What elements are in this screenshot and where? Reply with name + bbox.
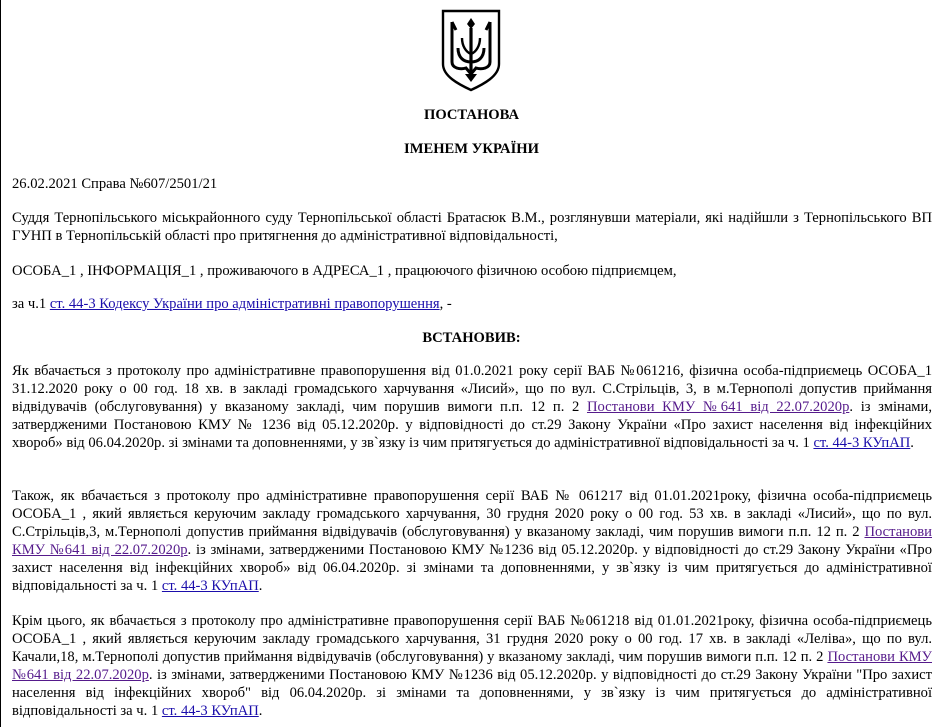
resolution-link[interactable]: Постанови КМУ №641 від 22.07.2020р bbox=[12, 649, 932, 683]
paragraph-text: . із змінами, затвердженими Постановою КМУ №1236 від 05.12.2020р. у відповідності до ст.29 Закону України "Про захист населення від інфекційних хвороб" від 06.04.2020р. зі змінами та доповненнями, у зв`язку із чим притягується до адміністративної відповідальності за ч. 1 bbox=[12, 667, 932, 719]
paragraph-text: . із змінами, затвердженими Постановою КМУ №1236 від 05.12.2020р. у відповідності до ст.29 Закону України «Про захист населення від інфекційних хвороб» від 06.04.2020р. зі змінами та доповненнями, у зв`язку із чим притягується до адміністративної відповідальності за ч. 1 bbox=[12, 542, 932, 594]
article-prefix: за ч.1 bbox=[12, 296, 50, 312]
kupap-link[interactable]: ст. 44-3 КУпАП bbox=[161, 578, 259, 594]
protocol-paragraph-2 bbox=[12, 487, 932, 595]
person-line: ОСОБА_1 , ІНФОРМАЦІЯ_1 , проживаючого в АДРЕСА_1 , працюючого фізичною особою підприємцем, bbox=[12, 263, 677, 279]
paragraph-text: . bbox=[258, 578, 263, 594]
paragraph-text: Крім цього, як вбачається з протоколу про адміністративне правопорушення серії ВАБ №061218 від 01.01.2021року, фізична особа-підприємець ОСОБА_1 , який являється керуючим закладу громадського харчування, 31 грудня 2020 року о 00 год. 17 хв. в закладі «Леліва», що по вул. Качали,18, м.Тернополі допустив приймання відвідувачів (обслуговування) у вказаному закладі, чим порушив вимоги п.п. 12 п. 2 bbox=[12, 613, 932, 665]
article-link[interactable]: ст. 44-3 Кодексу України про адміністративні правопорушення bbox=[49, 296, 440, 312]
judge-paragraph: Суддя Тернопільського міськрайонного суду Тернопільської області Братасюк В.М., розглянувши матеріали, які надійшли з Тернопільського ВП ГУНП в Тернопільській області про притягнення до адміністративної відповідальності, bbox=[12, 210, 932, 244]
paragraph-text: . bbox=[910, 435, 914, 451]
article-suffix: , - bbox=[439, 296, 452, 312]
document-subtitle: ІМЕНЕМ УКРАЇНИ bbox=[404, 141, 539, 157]
paragraph-text: . із змінами, затвердженими Постановою КМУ № 1236 від 05.12.2020р. у відповідності до ст.29 Закону України «Про захист населення від інфекційних хвороб» від 06.04.2020р. зі змінами та доповненнями, у зв`язку із чим притягується до адміністративної відповідальності за ч. 1 bbox=[12, 399, 932, 451]
resolution-link[interactable]: Постанови КМУ №641 від 22.07.2020р bbox=[586, 399, 850, 415]
case-number-line: 26.02.2021 Справа №607/2501/21 bbox=[12, 176, 218, 192]
resolution-link[interactable]: Постанови КМУ №641 від 22.07.2020р bbox=[12, 524, 932, 558]
paragraph-text: Як вбачається з протоколу про адміністративне правопорушення від 01.0.2021 року серії ВАБ №061216, фізична особа-підприємець ОСОБА_1 31.12.2020 року о 00 год. 18 хв. в закладі громадського харчування «Лисий», що по вул. С.Стрільців, 3, в м.Тернополі допустив приймання відвідувачів (обслуговування) у вказаному закладі, чим порушив вимоги п.п. 12 п. 2 bbox=[12, 363, 932, 415]
kupap-link[interactable]: ст. 44-3 КУпАП bbox=[161, 703, 259, 719]
protocol-paragraph-1 bbox=[12, 362, 932, 452]
document-title: ПОСТАНОВА bbox=[423, 107, 520, 123]
article-line bbox=[12, 295, 452, 313]
kupap-link[interactable]: ст. 44-3 КУпАП bbox=[813, 435, 911, 451]
trident-emblem-icon bbox=[440, 8, 502, 92]
protocol-paragraph-3 bbox=[12, 612, 932, 720]
paragraph-text: Також, як вбачається з протоколу про адміністративне правопорушення серії ВАБ № 061217 від 01.01.2021року, фізична особа-підприємець ОСОБА_1 , який являється керуючим закладу громадського харчування, 30 грудня 2020 року о 00 год. 53 хв. в закладі «Лисий», що по вул. С.Стрільців,3, м.Тернополі допустив приймання відвідувачів (обслуговування) у вказаному закладі, чим порушив вимоги п.п. 12 п. 2 bbox=[12, 488, 932, 540]
paragraph-text: . bbox=[258, 703, 263, 719]
established-heading: ВСТАНОВИВ: bbox=[422, 330, 521, 346]
